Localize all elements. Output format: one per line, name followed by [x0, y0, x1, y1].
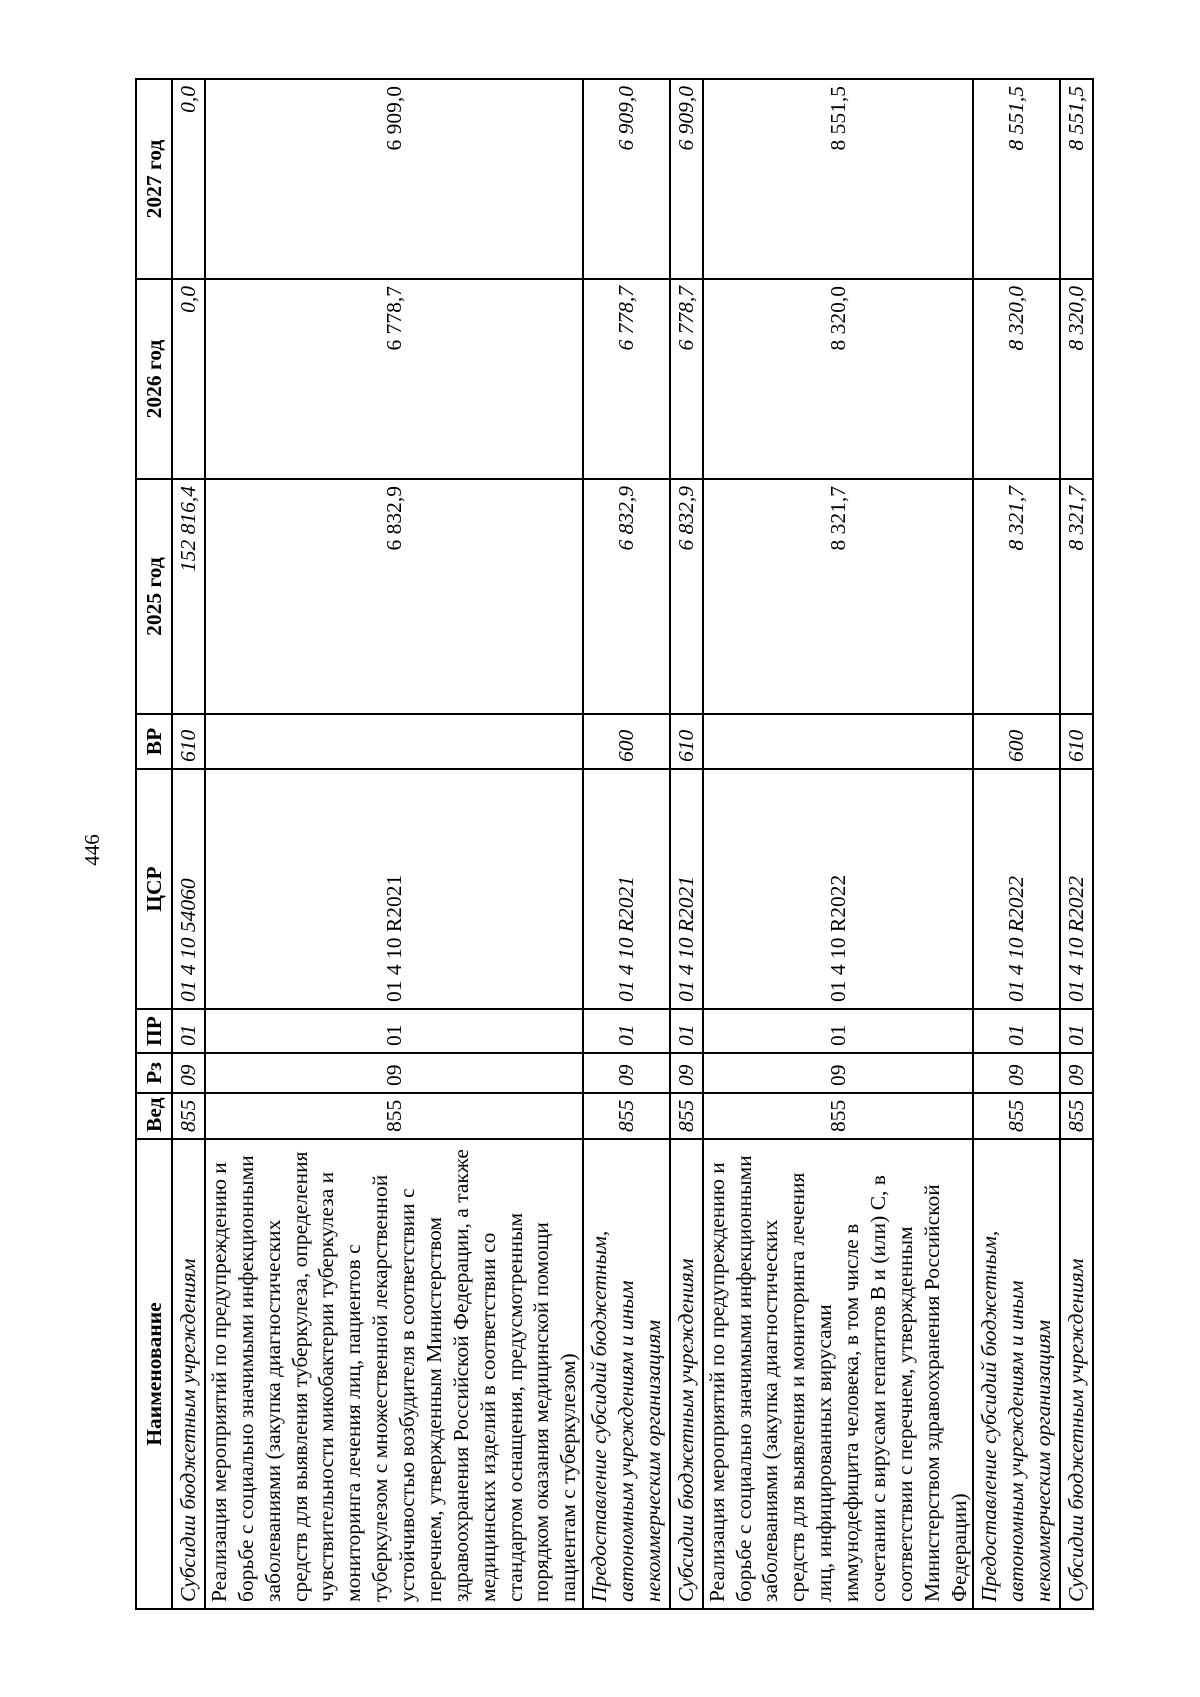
table-row: [973, 79, 1060, 1609]
cell-2027: 6 909,0: [670, 79, 703, 279]
cell-name: Субсидии бюджетным учреждениям: [670, 1139, 703, 1609]
cell-ved: 855: [703, 1093, 974, 1139]
cell-vr: 610: [1060, 714, 1093, 769]
cell-2027: 8 551,5: [973, 79, 1060, 279]
cell-ved: 855: [205, 1093, 583, 1139]
cell-csr: 01 4 10 R2021: [583, 769, 670, 1009]
cell-2025: 6 832,9: [205, 479, 583, 714]
page-number: 446: [80, 834, 104, 866]
cell-pr: 01: [703, 1009, 974, 1053]
cell-pr: 01: [172, 1009, 205, 1053]
cell-vr: 600: [583, 714, 670, 769]
cell-2025: 6 832,9: [670, 479, 703, 714]
cell-ved: 855: [583, 1093, 670, 1139]
cell-2026: 6 778,7: [205, 279, 583, 479]
cell-ved: 855: [1060, 1093, 1093, 1139]
cell-2027: 6 909,0: [205, 79, 583, 279]
cell-2025: 6 832,9: [583, 479, 670, 714]
table-row: [703, 79, 974, 1609]
header-vr: ВР: [136, 714, 172, 769]
cell-ved: 855: [172, 1093, 205, 1139]
cell-pr: 01: [205, 1009, 583, 1053]
cell-name: Предоставление субсидий бюджетным, автономным учреждениям и иным некоммерческим организациям: [583, 1139, 670, 1609]
cell-rz: 09: [205, 1053, 583, 1093]
header-rz: Рз: [136, 1053, 172, 1093]
header-2026: 2026 год: [136, 279, 172, 479]
header-name: Наименование: [136, 1139, 172, 1609]
header-pr: ПР: [136, 1009, 172, 1053]
cell-rz: 09: [703, 1053, 974, 1093]
header-csr: ЦСР: [136, 769, 172, 1009]
table-row: [670, 79, 703, 1609]
cell-rz: 09: [1060, 1053, 1093, 1093]
cell-csr: 01 4 10 R2022: [703, 769, 974, 1009]
cell-csr: 01 4 10 54060: [172, 769, 205, 1009]
cell-ved: 855: [670, 1093, 703, 1139]
cell-vr: 610: [670, 714, 703, 769]
cell-csr: 01 4 10 R2022: [973, 769, 1060, 1009]
cell-2027: 8 551,5: [1060, 79, 1093, 279]
header-row: [136, 79, 172, 1609]
cell-name: Субсидии бюджетным учреждениям: [172, 1139, 205, 1609]
header-2025: 2025 год: [136, 479, 172, 714]
table-row: [1060, 79, 1093, 1609]
header-2027: 2027 год: [136, 79, 172, 279]
table-row: [172, 79, 205, 1609]
rotated-content: [135, 80, 1088, 1610]
cell-pr: 01: [670, 1009, 703, 1053]
cell-name: Субсидии бюджетным учреждениям: [1060, 1139, 1093, 1609]
cell-2027: 0,0: [172, 79, 205, 279]
cell-rz: 09: [172, 1053, 205, 1093]
cell-rz: 09: [670, 1053, 703, 1093]
cell-2027: 6 909,0: [583, 79, 670, 279]
cell-2025: 152 816,4: [172, 479, 205, 714]
cell-rz: 09: [583, 1053, 670, 1093]
cell-pr: 01: [1060, 1009, 1093, 1053]
cell-2026: 8 320,0: [703, 279, 974, 479]
cell-csr: 01 4 10 R2021: [205, 769, 583, 1009]
table-row: [583, 79, 670, 1609]
cell-2026: 6 778,7: [583, 279, 670, 479]
cell-rz: 09: [973, 1053, 1060, 1093]
cell-vr: [205, 714, 583, 769]
cell-vr: [703, 714, 974, 769]
cell-csr: 01 4 10 R2022: [1060, 769, 1093, 1009]
cell-2026: 6 778,7: [670, 279, 703, 479]
cell-2026: 0,0: [172, 279, 205, 479]
cell-2025: 8 321,7: [1060, 479, 1093, 714]
cell-vr: 610: [172, 714, 205, 769]
cell-name: Реализация мероприятий по предупреждению и борьбе с социально значимыми инфекционными заболеваниями (закупка диагностических средств для выявления и мониторинга лечения лиц, инфицированных вирусами иммунодефицита человека, в том числе в сочетании с вирусами гепатитов B и (или) C, в соответствии с перечнем, утвержденным Министерством здравоохранения Российской Федерации): [703, 1139, 974, 1609]
cell-vr: 600: [973, 714, 1060, 769]
cell-pr: 01: [973, 1009, 1060, 1053]
cell-2026: 8 320,0: [973, 279, 1060, 479]
cell-name: Предоставление субсидий бюджетным, автономным учреждениям и иным некоммерческим организациям: [973, 1139, 1060, 1609]
header-ved: Вед: [136, 1093, 172, 1139]
cell-2026: 8 320,0: [1060, 279, 1093, 479]
cell-name: Реализация мероприятий по предупреждению и борьбе с социально значимыми инфекционными заболеваниями (закупка диагностических средств для выявления туберкулеза, определения чувствительности микобактерии туберкулеза и мониторинга лечения лиц, пациентов с туберкулезом с множественной лекарственной устойчивостью возбудителя в соответствии с перечнем, утвержденным Министерством здравоохранения Российской Федерации, а также медицинских изделий в соответствии со стандартом оснащения, предусмотренным порядком оказания медицинской помощи пациентам с туберкулезом): [205, 1139, 583, 1609]
budget-table: [135, 78, 1094, 1610]
cell-csr: 01 4 10 R2021: [670, 769, 703, 1009]
cell-2025: 8 321,7: [703, 479, 974, 714]
table-row: [205, 79, 583, 1609]
cell-2025: 8 321,7: [973, 479, 1060, 714]
cell-pr: 01: [583, 1009, 670, 1053]
cell-ved: 855: [973, 1093, 1060, 1139]
cell-2027: 8 551,5: [703, 79, 974, 279]
